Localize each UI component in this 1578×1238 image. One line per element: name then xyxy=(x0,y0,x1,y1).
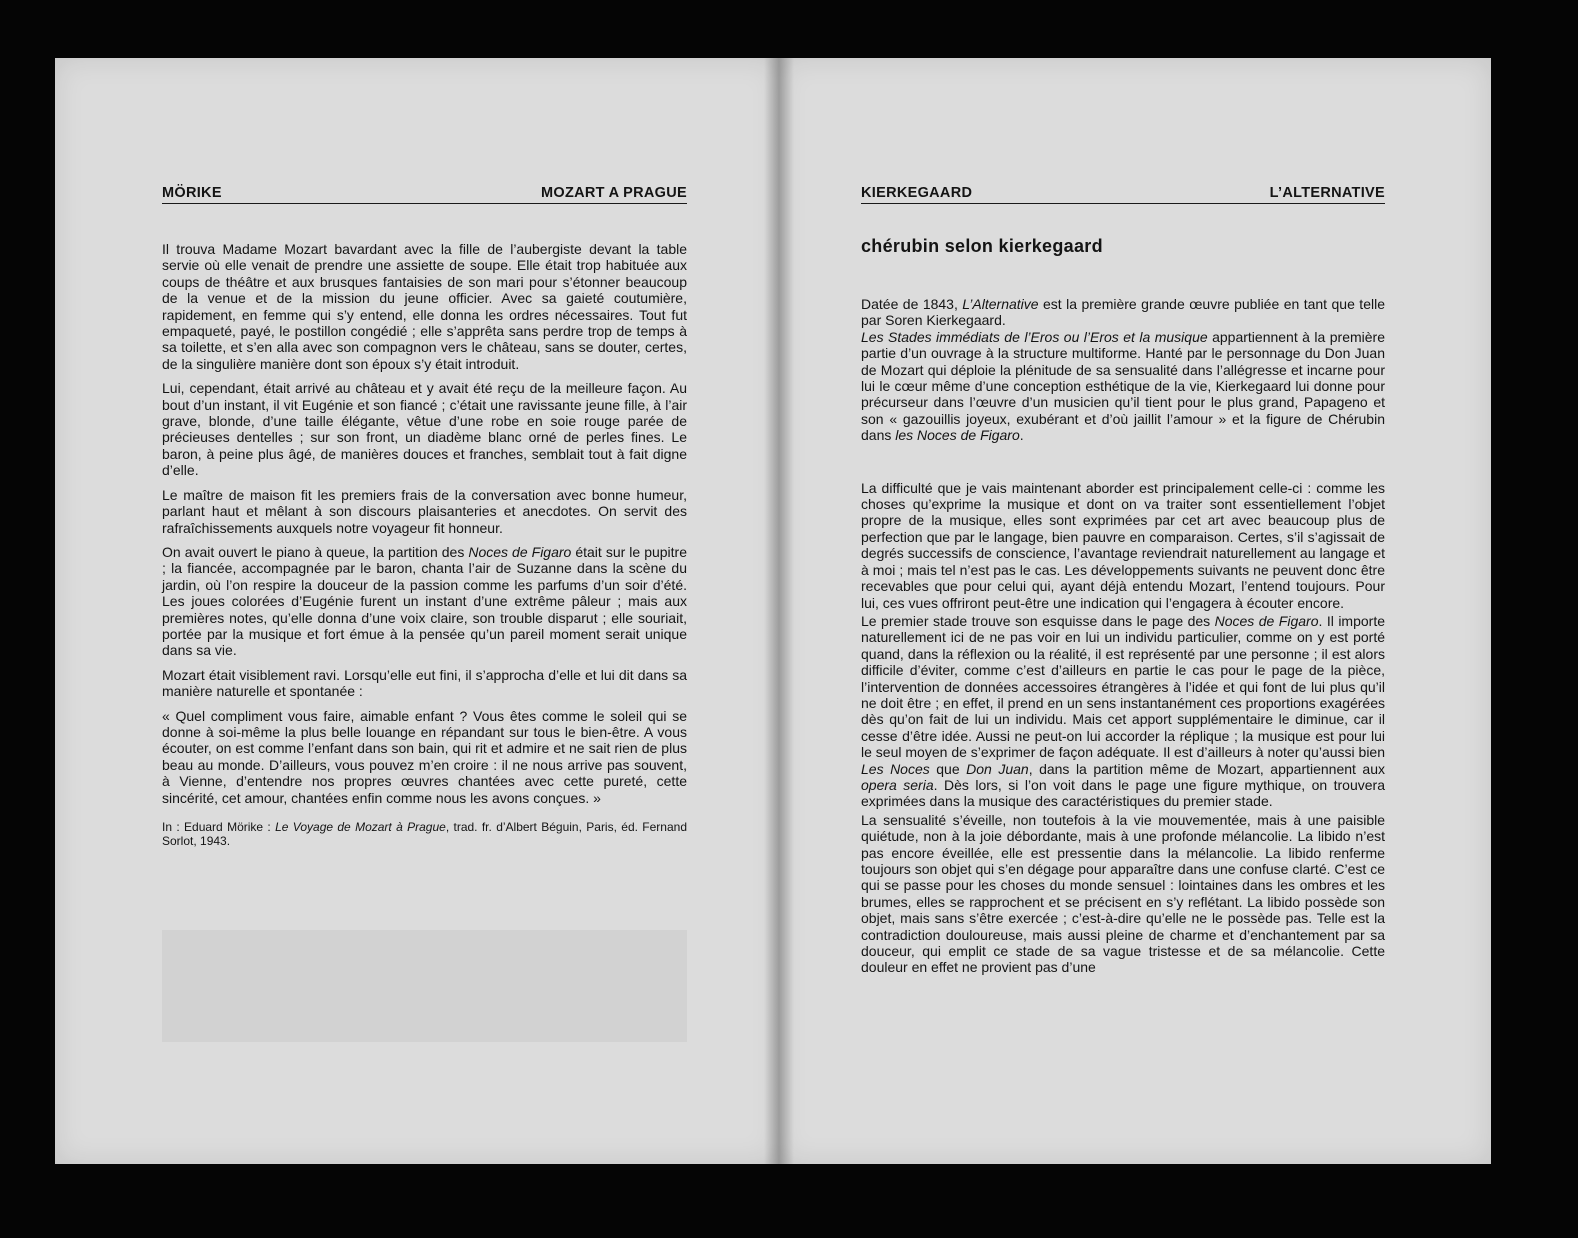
paragraph: La sensualité s’éveille, non toutefois à la vie mouvementée, mais à une paisible quiétude, non à la joie débordante, mais à une profonde mélancolie. La libido n’est pas encore éveillée, elle est pressentie dans la mélancolie. La libido renferme toujours son objet qui s’en dégage pour apparaître dans une confuse clarté. C’est ce qui se passe pour les choses du monde sensuel : lointaines dans les ombres et les brumes, elles se rapprochent et se précisent en s’y reflétant. La libido possède son objet, mais sans s’être exercée ; c’est-à-dire qu’elle ne le possède pas. Telle est la contradiction douloureuse, mais aussi pleine de charme et d’enchantement par sa douceur, qui emplit ce stade de sa vague tristesse et de sa mélancolie. Cette douleur en effet ne provient pas d’une xyxy=(861,811,1385,976)
right-header-author: KIERKEGAARD xyxy=(861,185,973,201)
image-placeholder-area xyxy=(162,930,687,1042)
left-header-title: MOZART A PRAGUE xyxy=(540,185,687,201)
section-title: chérubin selon kierkegaard xyxy=(861,236,1103,256)
paragraph: Le premier stade trouve son esquisse dans le page des Noces de Figaro. Il importe naturellement ici de ne pas voir en lui un individu particulier, comme on y est porté quand, dans la réflexion ou la réalité, il est représenté par une personne ; il est alors difficile d’éviter, comme c’est d’ailleurs en partie le cas pour le page de la pièce, l’intervention de données accessoires étrangères à l’idée et qui font de lui plus qu’il ne doit être ; en effet, il prend en un sens instantanément ces proportions exagérées dès qu’on fait de lui un individu. Mais cet apport supplémentaire le diminue, car il cesse d’être idée. Aussi ne peut-on lui accorder la réplique ; la musique est pour lui le seul moyen de s’exprimer de façon adéquate. Il est d’ailleurs à noter qu’aussi bien Les Noces que Don Juan, dans la partition même de Mozart, appartiennent aux opera seria. Dès lors, si l’on voit dans le page une figure mythique, on trouvera exprimées dans la musique des caractéristiques du premier stade. xyxy=(861,612,1385,810)
paragraph: La difficulté que je vais maintenant aborder est principalement celle-ci : comme les choses qu’exprime la musique et dont on va traiter sont essentiellement l’objet propre de la musique, elles sont exprimées par cet art avec beaucoup plus de perfection que par le langage, bien pauvre en comparaison. Certes, s’il s’agissait de degrés successifs de conscience, l’avantage reviendrait naturellement au langage et à moi ; mais tel n’est pas le cas. Les développements suivants ne peuvent donc être recevables que pour celui qui, ayant déjà entendu Mozart, l’entend toujours. Pour lui, ces vues offriront peut-être une indication qui l’engagera à écouter encore. xyxy=(861,479,1385,611)
paragraph: Il trouva Madame Mozart bavardant avec la fille de l’aubergiste devant la table servie où elle venait de prendre une assiette de soupe. Elle était trop habituée aux coups de théâtre et aux brusques fantaisies de son mari pour s’étonner beaucoup de la venue et de la mission du jeune officier. Avec sa gaieté coutumière, rapidement, en femme qui s’y entend, elle donna les ordres nécessaires. Tout fut empaqueté, payé, le postillon congédié ; elle s’apprêta sans perdre trop de temps à sa toilette, et s’en alla avec son compagnon vers le château, sans se douter, certes, de la singulière manière dont son époux s’y était introduit. xyxy=(162,241,687,372)
paragraph: Mozart était visiblement ravi. Lorsqu’elle eut fini, il s’approcha d’elle et lui dit dans sa manière naturelle et spontanée : xyxy=(162,666,687,700)
paragraph: On avait ouvert le piano à queue, la partition des Noces de Figaro était sur le pupitre ; la fiancée, accompagnée par le baron, chanta l’air de Suzanne dans la scène du jardin, où l’on respire la douceur de la passion comme les parfums d’un soir d’été. Les joues colorées d’Eugénie furent un instant d’une extrême pâleur ; mais aux premières notes, qu’elle donna d’une voix claire, son trouble disparut ; elle souriait, portée par la musique et fort émue à la pensée qu’un pareil moment serait unique dans sa vie. xyxy=(162,543,688,659)
quote-paragraph: « Quel compliment vous faire, aimable enfant ? Vous êtes comme le soleil qui se donne à soi-même la plus belle louange en répandant sur tous le bien-être. A vous écouter, on est comme l’enfant dans son bain, qui rit et admire et ne sait rien de plus beau au monde. D’ailleurs, vous pouvez m’en croire : il ne nous arrive pas souvent, à Vienne, d’entendre nos propres œuvres chantées avec cette pureté, cette sincérité, cet amour, chantées enfin comme nous les avons conçues. » xyxy=(162,707,687,806)
right-text-column xyxy=(861,296,1385,976)
work-title: Noces de Figaro xyxy=(468,543,572,560)
source-reference: In : Eduard Mörike : Le Voyage de Mozart à Prague, trad. fr. d’Albert Béguin, Paris, éd. Fernand Sorlot, 1943. xyxy=(162,820,687,848)
left-header-author: MÖRIKE xyxy=(162,185,222,201)
right-running-header xyxy=(861,185,1385,204)
intro-paragraph: Datée de 1843, L’Alternative est la première grande œuvre publiée en tant que telle par Soren Kierkegaard. Les Stades immédiats de l’Eros ou l’Eros et la musique appartiennent à la première partie d’un ouvrage à la structure multiforme. Hanté par le personnage du Don Juan de Mozart qui déploie la plénitude de sa sensualité dans l’allégresse et incarne pour lui le cœur même d’une conception esthétique de la vie, Kierkegaard lui donne pour précurseur dans l’œuvre d’un musicien qu’il tient pour le plus grand, Papageno et son « gazouillis joyeux, exubérant et d’où jaillit l’amour » et la figure de Chérubin dans les Noces de Figaro. xyxy=(861,296,1386,444)
left-text-column xyxy=(162,241,687,848)
right-header-title: L’ALTERNATIVE xyxy=(1269,185,1385,201)
left-running-header xyxy=(162,185,687,204)
paragraph: Le maître de maison fit les premiers frais de la conversation avec bonne humeur, parlant haut et mêlant à son discours plaisanteries et anecdotes. On servit des rafraîchissements auxquels notre voyageur fit honneur. xyxy=(162,486,687,536)
book-gutter xyxy=(764,58,794,1164)
paragraph: Lui, cependant, était arrivé au château et y avait été reçu de la meilleure façon. Au bout d’un instant, il vit Eugénie et son fiancé ; c’était une ravissante jeune fille, à l’air grave, blonde, d’une taille élégante, vêtue d’une robe en soie rouge parée de précieuses dentelles ; sur son front, un diadème blanc orné de perles fines. Le baron, à peine plus âgé, de manières douces et franches, semblait tout à fait digne d’elle. xyxy=(162,380,687,479)
